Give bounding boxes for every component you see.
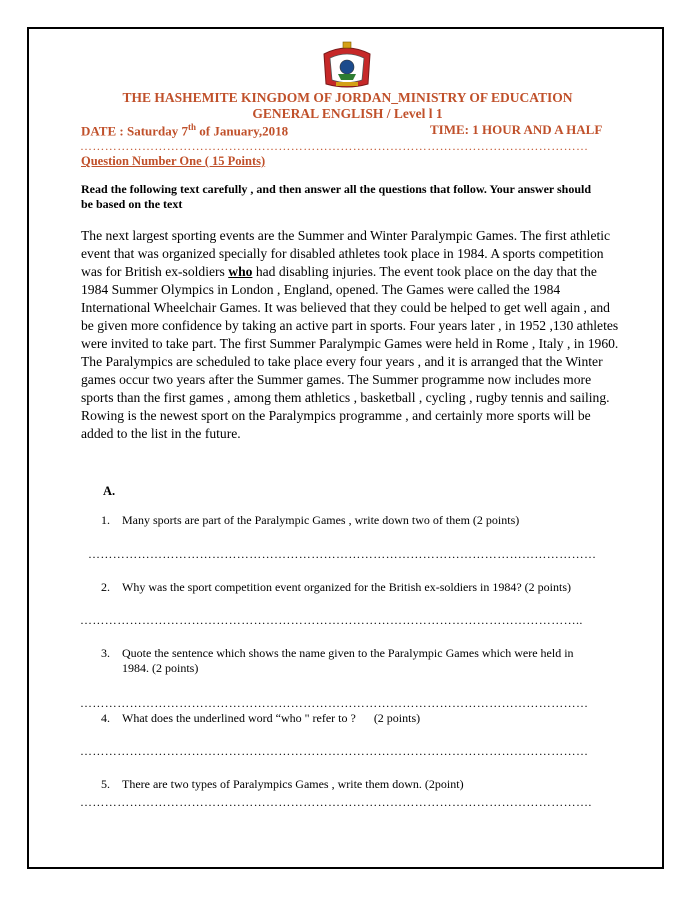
question-text: Why was the sport competition event organized for the British ex-soldiers in 1984? (2 points) bbox=[122, 580, 572, 594]
answer-line[interactable]: …………………………………………………………………………………………………………… bbox=[80, 696, 589, 710]
question-number: 3. bbox=[101, 646, 110, 660]
reading-passage bbox=[81, 227, 621, 443]
question-text: Quote the sentence which shows the name given to the Paralympic Games which were held in 1984. (2 points) bbox=[122, 646, 574, 675]
coat-of-arms-emblem bbox=[318, 40, 376, 90]
answer-line[interactable]: …………………………………………………………………………………………………………… bbox=[80, 744, 589, 758]
question-text: There are two types of Paralympics Games , write them down. (2point) bbox=[122, 777, 464, 791]
question-text: What does the underlined word “who " refer to ? (2 points) bbox=[122, 711, 421, 725]
header-separator: …………………………………………………………………………………………………………… bbox=[80, 139, 589, 153]
question-number: 4. bbox=[101, 711, 110, 725]
instructions: Read the following text carefully , and then answer all the questions that follow. Your answer should be based on the text bbox=[81, 182, 592, 211]
underlined-word: who bbox=[228, 264, 253, 279]
section-label: A. bbox=[103, 484, 116, 498]
question-text: Many sports are part of the Paralympic Games , write down two of them (2 points) bbox=[122, 513, 520, 527]
answer-line[interactable]: ……………………………………………………………………………………………………………. bbox=[80, 795, 592, 809]
question-heading: Question Number One ( 15 Points) bbox=[81, 154, 266, 168]
passage-paragraph-2: The Paralympics are scheduled to take place every four years , and it is arranged that the Winter games occur two years after the Summer games. The Summer programme now includes more sports than the first games , among them athletics , basketball , cycling , rugby tennis and sailing. Rowing is the newest sport on the Paralympics programme , and certainly more sports will be added to the list in the future. bbox=[81, 354, 610, 441]
question-number: 2. bbox=[101, 580, 110, 594]
ministry-title: THE HASHEMITE KINGDOM OF JORDAN_MINISTRY OF EDUCATION bbox=[122, 90, 573, 105]
course-title: GENERAL ENGLISH / Level l 1 bbox=[252, 106, 443, 121]
exam-date: DATE : Saturday 7th of January,2018 bbox=[81, 122, 289, 139]
passage-paragraph-1: The next largest sporting events are the Summer and Winter Paralympic Games. The first athletic event that was organized specially for disabled athletes took place in 1984. A sports competition was for British ex-soldiers who had disabling injuries. The event took place on the day that the 1984 Summer Olympics in London , England, opened. The Games were called the 1984 International Wheelchair Games. It was believed that they could be helped to get well again , and be given more confidence by taking an active part in sports. Four years later , in 1952 ,130 athletes were invited to take part. The first Summer Paralympic Games were held in Rome , Italy , in 1960. bbox=[81, 228, 619, 351]
answer-line[interactable]: …………………………………………………………………………………………………………… bbox=[88, 547, 597, 561]
question-number: 1. bbox=[101, 513, 110, 527]
answer-line[interactable]: ………………………………………………………………………………………………………….. bbox=[80, 613, 583, 627]
question-number: 5. bbox=[101, 777, 110, 791]
exam-time: TIME: 1 HOUR AND A HALF bbox=[430, 122, 603, 137]
